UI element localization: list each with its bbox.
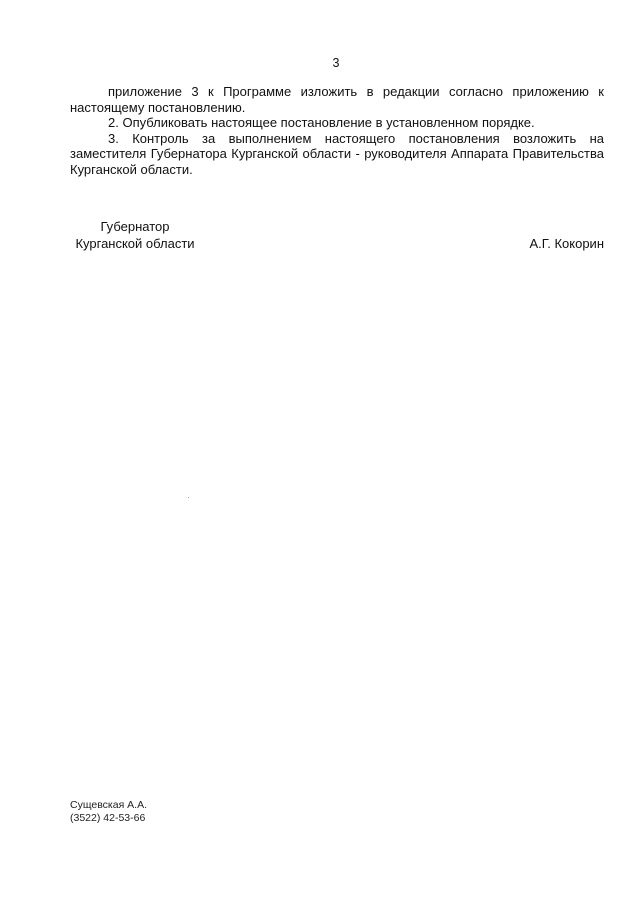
executor-name: Сущевская А.А. [70, 799, 148, 811]
paragraph-control: 3. Контроль за выполнением настоящего постановления возложить на заместителя Губернатора Курганской области - руководителя Аппарата Правительства Курганской области. [70, 130, 604, 177]
paragraph-publish: 2. Опубликовать настоящее постановление в установленном порядке. [108, 115, 535, 131]
signatory-name: А.Г. Кокорин [529, 236, 604, 251]
signatory-title-line1: Губернатор [100, 219, 170, 234]
document-body [70, 84, 604, 178]
executor-phone: (3522) 42-53-66 [70, 812, 146, 824]
signatory-title [70, 218, 200, 252]
paragraph-appendix: приложение 3 к Программе изложить в редакции согласно приложению к настоящему постановлению. [70, 84, 604, 115]
scan-speck [188, 497, 189, 498]
executor-footer [70, 799, 147, 825]
page-number: 3 [332, 56, 340, 70]
signatory-title-line2: Курганской области [75, 236, 195, 251]
